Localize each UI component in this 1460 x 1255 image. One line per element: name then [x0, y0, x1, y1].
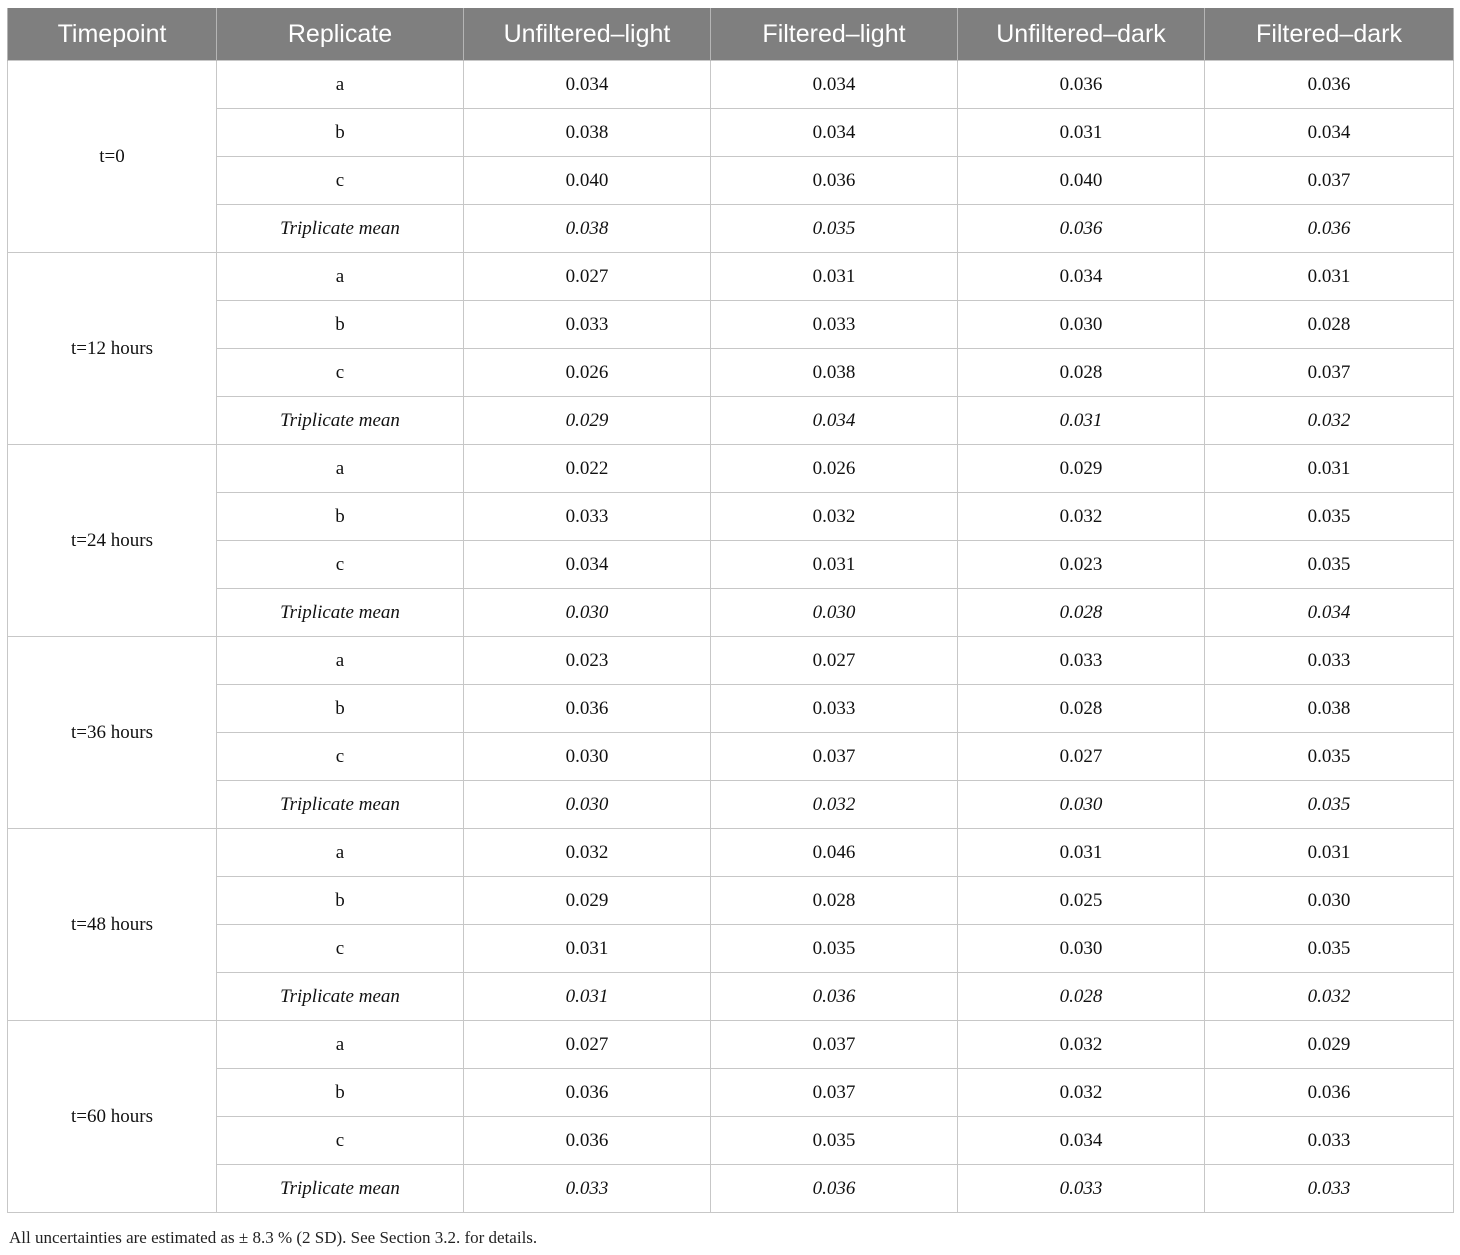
table-row	[8, 685, 1454, 733]
cell-filtered-dark: 0.036	[1205, 205, 1454, 253]
cell-filtered-light: 0.026	[711, 445, 958, 493]
cell-unfiltered-light: 0.027	[464, 1021, 711, 1069]
cell-replicate: a	[217, 829, 464, 877]
cell-filtered-dark: 0.035	[1205, 541, 1454, 589]
table-row	[8, 877, 1454, 925]
cell-unfiltered-light: 0.033	[464, 493, 711, 541]
table-row	[8, 1069, 1454, 1117]
cell-unfiltered-light: 0.030	[464, 781, 711, 829]
cell-replicate: Triplicate mean	[217, 973, 464, 1021]
table-row	[8, 637, 1454, 685]
cell-replicate: b	[217, 685, 464, 733]
cell-unfiltered-dark: 0.030	[958, 925, 1205, 973]
cell-filtered-light: 0.033	[711, 301, 958, 349]
data-table	[7, 8, 1454, 1213]
cell-unfiltered-light: 0.034	[464, 61, 711, 109]
table-row	[8, 1117, 1454, 1165]
data-table-container	[7, 8, 1453, 1213]
header-timepoint: Timepoint	[8, 8, 217, 61]
cell-unfiltered-dark: 0.036	[958, 61, 1205, 109]
cell-unfiltered-dark: 0.032	[958, 493, 1205, 541]
header-unfiltered-light: Unfiltered–light	[464, 8, 711, 61]
cell-filtered-light: 0.035	[711, 205, 958, 253]
cell-unfiltered-light: 0.036	[464, 685, 711, 733]
cell-unfiltered-light: 0.034	[464, 541, 711, 589]
table-row	[8, 493, 1454, 541]
cell-filtered-dark: 0.037	[1205, 349, 1454, 397]
cell-unfiltered-dark: 0.030	[958, 301, 1205, 349]
cell-filtered-light: 0.046	[711, 829, 958, 877]
cell-filtered-light: 0.031	[711, 541, 958, 589]
cell-filtered-dark: 0.035	[1205, 493, 1454, 541]
cell-unfiltered-dark: 0.028	[958, 589, 1205, 637]
cell-unfiltered-light: 0.036	[464, 1069, 711, 1117]
cell-filtered-light: 0.034	[711, 397, 958, 445]
cell-filtered-dark: 0.034	[1205, 109, 1454, 157]
table-row	[8, 301, 1454, 349]
table-row	[8, 973, 1454, 1021]
table-row	[8, 589, 1454, 637]
cell-replicate: b	[217, 493, 464, 541]
cell-replicate: b	[217, 1069, 464, 1117]
cell-filtered-dark: 0.033	[1205, 637, 1454, 685]
cell-filtered-dark: 0.036	[1205, 61, 1454, 109]
cell-unfiltered-dark: 0.031	[958, 829, 1205, 877]
table-footnote: All uncertainties are estimated as ± 8.3 % (2 SD). See Section 3.2. for details.	[9, 1228, 538, 1247]
cell-unfiltered-dark: 0.034	[958, 253, 1205, 301]
cell-unfiltered-light: 0.027	[464, 253, 711, 301]
cell-timepoint: t=24 hours	[8, 445, 217, 637]
cell-unfiltered-dark: 0.028	[958, 349, 1205, 397]
cell-filtered-dark: 0.032	[1205, 973, 1454, 1021]
cell-filtered-dark: 0.035	[1205, 925, 1454, 973]
cell-unfiltered-dark: 0.023	[958, 541, 1205, 589]
cell-unfiltered-dark: 0.027	[958, 733, 1205, 781]
cell-filtered-light: 0.031	[711, 253, 958, 301]
cell-replicate: Triplicate mean	[217, 781, 464, 829]
table-row	[8, 397, 1454, 445]
cell-unfiltered-light: 0.036	[464, 1117, 711, 1165]
table-row	[8, 157, 1454, 205]
table-row	[8, 781, 1454, 829]
cell-unfiltered-dark: 0.033	[958, 637, 1205, 685]
cell-filtered-dark: 0.031	[1205, 829, 1454, 877]
cell-unfiltered-light: 0.038	[464, 205, 711, 253]
cell-replicate: b	[217, 877, 464, 925]
cell-unfiltered-light: 0.029	[464, 397, 711, 445]
cell-filtered-light: 0.030	[711, 589, 958, 637]
cell-unfiltered-dark: 0.029	[958, 445, 1205, 493]
cell-filtered-dark: 0.031	[1205, 445, 1454, 493]
header-replicate: Replicate	[217, 8, 464, 61]
cell-unfiltered-light: 0.031	[464, 925, 711, 973]
table-row	[8, 1165, 1454, 1213]
cell-timepoint: t=36 hours	[8, 637, 217, 829]
cell-unfiltered-light: 0.022	[464, 445, 711, 493]
cell-filtered-dark: 0.029	[1205, 1021, 1454, 1069]
cell-replicate: b	[217, 301, 464, 349]
cell-unfiltered-dark: 0.034	[958, 1117, 1205, 1165]
cell-filtered-dark: 0.033	[1205, 1165, 1454, 1213]
cell-unfiltered-light: 0.031	[464, 973, 711, 1021]
cell-replicate: c	[217, 541, 464, 589]
cell-unfiltered-light: 0.033	[464, 301, 711, 349]
table-row	[8, 349, 1454, 397]
cell-timepoint: t=0	[8, 61, 217, 253]
cell-timepoint: t=12 hours	[8, 253, 217, 445]
cell-unfiltered-light: 0.032	[464, 829, 711, 877]
table-row	[8, 205, 1454, 253]
cell-filtered-light: 0.036	[711, 1165, 958, 1213]
cell-unfiltered-dark: 0.040	[958, 157, 1205, 205]
cell-replicate: a	[217, 637, 464, 685]
cell-filtered-light: 0.028	[711, 877, 958, 925]
cell-filtered-dark: 0.032	[1205, 397, 1454, 445]
cell-unfiltered-dark: 0.033	[958, 1165, 1205, 1213]
cell-filtered-light: 0.034	[711, 109, 958, 157]
header-filtered-light: Filtered–light	[711, 8, 958, 61]
table-row	[8, 733, 1454, 781]
cell-replicate: Triplicate mean	[217, 589, 464, 637]
table-row	[8, 445, 1454, 493]
cell-replicate: a	[217, 445, 464, 493]
cell-replicate: c	[217, 733, 464, 781]
cell-filtered-dark: 0.035	[1205, 781, 1454, 829]
cell-filtered-light: 0.033	[711, 685, 958, 733]
cell-filtered-dark: 0.037	[1205, 157, 1454, 205]
cell-replicate: b	[217, 109, 464, 157]
table-row	[8, 829, 1454, 877]
cell-filtered-dark: 0.031	[1205, 253, 1454, 301]
cell-unfiltered-dark: 0.031	[958, 109, 1205, 157]
cell-replicate: Triplicate mean	[217, 1165, 464, 1213]
cell-filtered-light: 0.038	[711, 349, 958, 397]
table-row	[8, 1021, 1454, 1069]
cell-unfiltered-dark: 0.028	[958, 685, 1205, 733]
header-row	[8, 8, 1454, 61]
cell-unfiltered-dark: 0.028	[958, 973, 1205, 1021]
cell-filtered-dark: 0.028	[1205, 301, 1454, 349]
cell-filtered-dark: 0.030	[1205, 877, 1454, 925]
cell-filtered-dark: 0.035	[1205, 733, 1454, 781]
cell-filtered-light: 0.036	[711, 157, 958, 205]
cell-unfiltered-dark: 0.030	[958, 781, 1205, 829]
table-body	[8, 61, 1454, 1213]
cell-replicate: Triplicate mean	[217, 205, 464, 253]
cell-unfiltered-dark: 0.032	[958, 1021, 1205, 1069]
cell-unfiltered-dark: 0.025	[958, 877, 1205, 925]
cell-filtered-light: 0.034	[711, 61, 958, 109]
table-row	[8, 253, 1454, 301]
cell-filtered-light: 0.032	[711, 781, 958, 829]
table-row	[8, 541, 1454, 589]
cell-filtered-light: 0.037	[711, 1021, 958, 1069]
cell-filtered-light: 0.035	[711, 925, 958, 973]
cell-unfiltered-light: 0.029	[464, 877, 711, 925]
cell-replicate: a	[217, 1021, 464, 1069]
cell-unfiltered-light: 0.030	[464, 733, 711, 781]
cell-unfiltered-light: 0.040	[464, 157, 711, 205]
cell-filtered-light: 0.037	[711, 1069, 958, 1117]
cell-filtered-light: 0.036	[711, 973, 958, 1021]
cell-replicate: Triplicate mean	[217, 397, 464, 445]
cell-unfiltered-light: 0.030	[464, 589, 711, 637]
cell-timepoint: t=48 hours	[8, 829, 217, 1021]
cell-replicate: c	[217, 157, 464, 205]
cell-filtered-light: 0.027	[711, 637, 958, 685]
cell-filtered-dark: 0.038	[1205, 685, 1454, 733]
table-row	[8, 925, 1454, 973]
cell-filtered-light: 0.032	[711, 493, 958, 541]
cell-unfiltered-light: 0.026	[464, 349, 711, 397]
cell-unfiltered-light: 0.033	[464, 1165, 711, 1213]
header-filtered-dark: Filtered–dark	[1205, 8, 1454, 61]
cell-filtered-light: 0.035	[711, 1117, 958, 1165]
cell-replicate: c	[217, 349, 464, 397]
cell-unfiltered-dark: 0.032	[958, 1069, 1205, 1117]
cell-replicate: c	[217, 925, 464, 973]
cell-filtered-dark: 0.036	[1205, 1069, 1454, 1117]
cell-unfiltered-light: 0.023	[464, 637, 711, 685]
cell-filtered-light: 0.037	[711, 733, 958, 781]
cell-unfiltered-dark: 0.031	[958, 397, 1205, 445]
cell-replicate: a	[217, 253, 464, 301]
table-row	[8, 61, 1454, 109]
header-unfiltered-dark: Unfiltered–dark	[958, 8, 1205, 61]
cell-unfiltered-dark: 0.036	[958, 205, 1205, 253]
cell-timepoint: t=60 hours	[8, 1021, 217, 1213]
table-row	[8, 109, 1454, 157]
cell-replicate: a	[217, 61, 464, 109]
cell-unfiltered-light: 0.038	[464, 109, 711, 157]
cell-replicate: c	[217, 1117, 464, 1165]
cell-filtered-dark: 0.033	[1205, 1117, 1454, 1165]
cell-filtered-dark: 0.034	[1205, 589, 1454, 637]
